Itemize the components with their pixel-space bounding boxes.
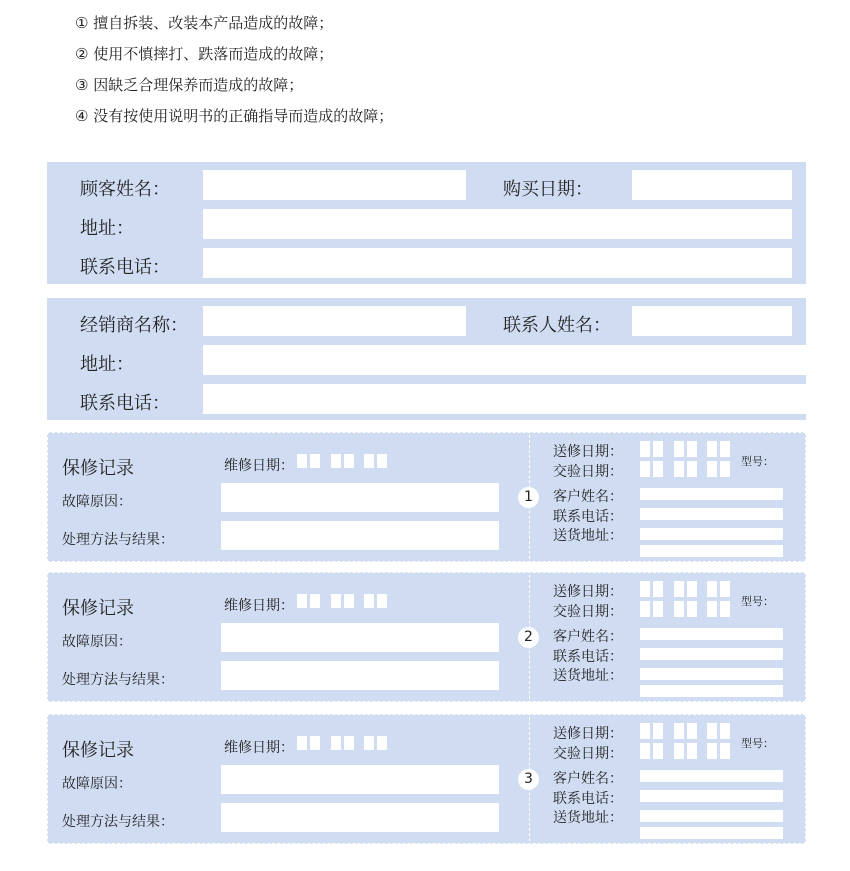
record-title: 保修记录	[62, 598, 134, 619]
send-date-label: 送修日期：	[553, 444, 623, 460]
exclusion-item: ① 擅自拆装、改装本产品造成的故障；	[75, 14, 334, 32]
customer-name-label: 客户姓名：	[553, 489, 623, 505]
contact-name-field[interactable]	[632, 306, 792, 336]
customer-phone-label: 联系电话：	[80, 257, 170, 278]
customer-name-field[interactable]	[203, 170, 466, 200]
customer-phone-field[interactable]	[203, 248, 792, 278]
send-date-label: 送修日期：	[553, 584, 623, 600]
dealer-info-panel	[47, 298, 806, 420]
contact-phone-label: 联系电话：	[553, 509, 623, 525]
delivery-address-field[interactable]	[640, 668, 783, 680]
customer-info-panel	[47, 162, 806, 284]
method-result-label: 处理方法与结果：	[62, 672, 174, 688]
method-result-label: 处理方法与结果：	[62, 532, 174, 548]
repair-date-label: 维修日期：	[224, 458, 294, 474]
record-number-badge: 1	[518, 487, 539, 508]
fault-cause-field[interactable]	[221, 765, 499, 794]
customer-name-field[interactable]	[640, 628, 783, 640]
record-number-badge: 2	[518, 627, 539, 648]
repair-record-card	[47, 572, 806, 702]
purchase-date-field[interactable]	[632, 170, 792, 200]
repair-record-card	[47, 714, 806, 844]
record-title: 保修记录	[62, 740, 134, 761]
repair-date-label: 维修日期：	[224, 598, 294, 614]
customer-name-field[interactable]	[640, 770, 783, 782]
method-result-field[interactable]	[221, 521, 499, 550]
method-result-label: 处理方法与结果：	[62, 814, 174, 830]
customer-address-field[interactable]	[203, 209, 792, 239]
dealer-name-label: 经销商名称：	[80, 315, 188, 336]
dealer-address-field[interactable]	[203, 345, 806, 375]
return-date-label: 交验日期：	[553, 746, 623, 762]
contact-phone-label: 联系电话：	[553, 791, 623, 807]
customer-name-field[interactable]	[640, 488, 783, 500]
delivery-address-field[interactable]	[640, 810, 783, 822]
fault-cause-field[interactable]	[221, 483, 499, 512]
repair-date-label: 维修日期：	[224, 740, 294, 756]
customer-name-label: 客户姓名：	[553, 629, 623, 645]
exclusion-item: ④ 没有按使用说明书的正确指导而造成的故障；	[75, 107, 394, 125]
delivery-address-label: 送货地址：	[553, 528, 623, 544]
record-number-badge: 3	[518, 769, 539, 790]
customer-address-label: 地址：	[80, 218, 134, 239]
model-label: 型号：	[741, 595, 774, 608]
record-title: 保修记录	[62, 458, 134, 479]
exclusion-item: ② 使用不慎摔打、跌落而造成的故障；	[75, 45, 334, 63]
fault-cause-label: 故障原因：	[62, 634, 132, 650]
return-date-label: 交验日期：	[553, 604, 623, 620]
delivery-address-field-2[interactable]	[640, 827, 783, 839]
delivery-address-field-2[interactable]	[640, 685, 783, 697]
customer-name-label: 顾客姓名：	[80, 179, 170, 200]
method-result-field[interactable]	[221, 661, 499, 690]
delivery-address-field[interactable]	[640, 528, 783, 540]
fault-cause-label: 故障原因：	[62, 776, 132, 792]
delivery-address-label: 送货地址：	[553, 668, 623, 684]
delivery-address-label: 送货地址：	[553, 810, 623, 826]
warranty-exclusions-list	[75, 8, 393, 132]
contact-phone-field[interactable]	[640, 648, 783, 660]
method-result-field[interactable]	[221, 803, 499, 832]
dealer-address-label: 地址：	[80, 354, 134, 375]
return-date-label: 交验日期：	[553, 464, 623, 480]
customer-name-label: 客户姓名：	[553, 771, 623, 787]
dealer-phone-label: 联系电话：	[80, 393, 170, 414]
contact-phone-field[interactable]	[640, 790, 783, 802]
fault-cause-label: 故障原因：	[62, 494, 132, 510]
exclusion-item: ③ 因缺乏合理保养而造成的故障；	[75, 76, 304, 94]
dealer-name-field[interactable]	[203, 306, 466, 336]
model-label: 型号：	[741, 455, 774, 468]
contact-phone-field[interactable]	[640, 508, 783, 520]
contact-name-label: 联系人姓名：	[503, 315, 611, 336]
delivery-address-field-2[interactable]	[640, 545, 783, 557]
send-date-label: 送修日期：	[553, 726, 623, 742]
dealer-phone-field[interactable]	[203, 384, 806, 414]
repair-record-card	[47, 432, 806, 562]
contact-phone-label: 联系电话：	[553, 649, 623, 665]
fault-cause-field[interactable]	[221, 623, 499, 652]
purchase-date-label: 购买日期：	[503, 179, 593, 200]
model-label: 型号：	[741, 737, 774, 750]
